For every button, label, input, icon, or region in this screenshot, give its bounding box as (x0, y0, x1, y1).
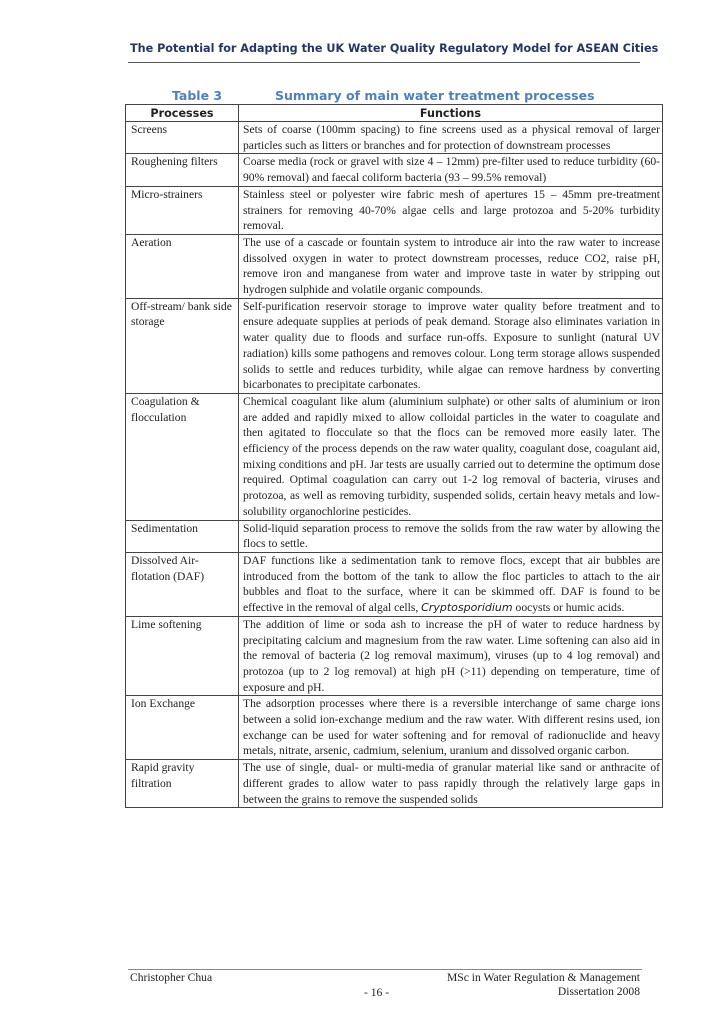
process-function: Self-purification reservoir storage to improve water quality before treatment and to ensure adequate supplies at periods of peak demand. Storage also eliminates variation in water quality due to floods and surface run-offs. Exposure to sunlight (natural UV radiation) kills some pathogens and removes colour. Long term storage allows suspended solids to settle and reduces turbidity, while algae can remove hardness by converting bicarbonates to precipitate carbonates. (239, 298, 663, 393)
process-function (239, 552, 663, 616)
table-row (126, 186, 663, 234)
process-name: Aeration (126, 234, 239, 298)
process-function: Solid-liquid separation process to remove the solids from the raw water by allowing the flocs to settle. (239, 520, 663, 552)
page-number: - 16 - (364, 986, 390, 999)
process-function: The use of single, dual- or multi-media of granular material like sand or anthracite of different grades to allow water to pass rapidly through the relatively large gaps in between the grains to remove the suspended solids (239, 760, 663, 808)
process-name: Screens (126, 122, 239, 154)
process-name: Roughening filters (126, 154, 239, 186)
table-header-row (126, 105, 663, 122)
process-function: Chemical coagulant like alum (aluminium sulphate) or other salts of aluminium or iron are added and rapidly mixed to allow colloidal particles in the water to coagulate and then agitated to flocculate so that the flocs can be removed more easily later. The efficiency of the process depends on the raw water quality, coagulant dose, coagulant aid, mixing conditions and pH. Jar tests are usually carried out to determine the optimum dose required. Optimal coagulation can carry out 1-2 log removal of bacteria, viruses and protozoa, as well as removing turbidity, suspended solids, certain heavy metals and low-solubility organochlorine pesticides. (239, 393, 663, 520)
process-name: Coagulation & flocculation (126, 393, 239, 520)
process-function: Sets of coarse (100mm spacing) to fine screens used as a physical removal of larger particles such as litters or branches and for protection of downstream processes (239, 122, 663, 154)
table-row (126, 234, 663, 298)
footer-program (440, 971, 640, 999)
table-row (126, 696, 663, 760)
table-row (126, 520, 663, 552)
process-function: The adsorption processes where there is a reversible interchange of same charge ions between a solid ion-exchange medium and the raw water. With different resins used, ion exchange can be used for water softening and for removal of radionuclide and heavy metals, nitrate, arsenic, cadmium, selenium, uranium and dissolved organic carbon. (239, 696, 663, 760)
function-text-start: DAF functions like a sedimentation tank to remove flocs, except that air bubbles are introduced from the bottom of the tank to allow the floc particles to attach to the air bubbles and float to the surface, where it can be skimmed off. DAF is found to be effective in the removal of algal cells, (243, 553, 660, 615)
treatment-processes-table (125, 104, 663, 808)
process-function: Stainless steel or polyester wire fabric mesh of apertures 15 – 45mm pre-treatment strainers for removing 40-70% algae cells and large protozoa and 5-20% turbidity removal. (239, 186, 663, 234)
organism-name: Cryptosporidium (421, 601, 513, 615)
process-name: Sedimentation (126, 520, 239, 552)
column-header-functions: Functions (239, 105, 663, 122)
table-row (126, 616, 663, 696)
footer-program-line: MSc in Water Regulation & Management (446, 971, 640, 984)
process-function: Coarse media (rock or gravel with size 4 – 12mm) pre-filter used to reduce turbidity (60-90% removal) and faecal coliform bacteria (93 – 99.5% removal) (239, 154, 663, 186)
table-row (126, 552, 663, 616)
table-row (126, 760, 663, 808)
process-name: Micro-strainers (126, 186, 239, 234)
process-name: Dissolved Air-flotation (DAF) (126, 552, 239, 616)
table-row (126, 122, 663, 154)
footer-author: Christopher Chua (130, 971, 213, 984)
header-rule (128, 62, 640, 63)
process-name: Off-stream/ bank side storage (126, 298, 239, 393)
table-row (126, 298, 663, 393)
footer-dissertation-line: Dissertation 2008 (557, 985, 640, 998)
process-name: Lime softening (126, 616, 239, 696)
function-text-end: oocysts or humic acids. (512, 601, 625, 615)
running-header-title: The Potential for Adapting the UK Water Quality Regulatory Model for ASEAN Cities (130, 42, 659, 55)
table-row (126, 154, 663, 186)
process-function: The addition of lime or soda ash to increase the pH of water to reduce hardness by precipitating calcium and magnesium from the raw water. Lime softening can also aid in the removal of bacteria (2 log removal maximum), viruses (up to 4 log removal) and protozoa (up to 2 log removal) at high pH (>11) depending on temperature, time of exposure and pH. (239, 616, 663, 696)
process-name: Rapid gravity filtration (126, 760, 239, 808)
process-function: The use of a cascade or fountain system to introduce air into the raw water to increase dissolved oxygen in water to protect downstream processes, reduce CO2, raise pH, remove iron and manganese from water and improve taste in water by stripping out hydrogen sulphide and volatile organic compounds. (239, 234, 663, 298)
footer-rule (128, 969, 642, 970)
column-header-processes: Processes (126, 105, 239, 122)
table-number: Table 3 (172, 88, 223, 103)
table-title: Summary of main water treatment processes (275, 88, 595, 103)
process-name: Ion Exchange (126, 696, 239, 760)
table-row (126, 393, 663, 520)
